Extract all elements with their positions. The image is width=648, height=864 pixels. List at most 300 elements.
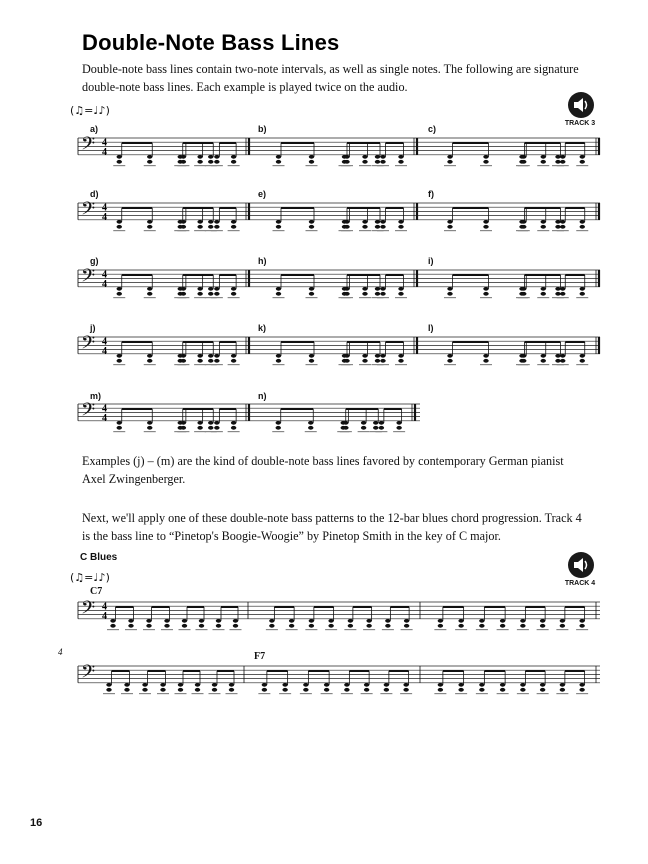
note-head [361,426,366,430]
note-head [398,292,403,296]
note-head [375,292,380,296]
note-head [324,683,329,687]
example-label-k: k) [258,323,267,333]
note-head [521,220,526,224]
note-head [447,359,452,363]
note-head [195,683,200,687]
note-head [216,624,221,628]
note-head [309,160,314,164]
example-label-b: b) [258,124,267,134]
pinetop-paragraph: Next, we'll apply one of these double-note bass patterns to the 12-bar blues chord progression. Track 4 is the bass line to “Pinetop's Boogie-Woogie” by Pinetop Smith in the key of C major. [82,511,582,543]
note-head [560,155,565,159]
note-head [579,688,584,692]
example-label-n: n) [258,391,267,401]
bar-number: 4 [58,647,63,657]
note-head [447,160,452,164]
bass-clef-icon: 𝄢 [81,399,96,425]
note-head [216,619,221,623]
note-head [309,225,314,229]
note-head [214,354,219,358]
note-head [110,619,115,623]
note-head [231,155,236,159]
note-head [276,220,281,224]
note-head [500,683,505,687]
track-3-label: TRACK 3 [564,120,596,127]
note-head [447,220,452,224]
bass-clef-icon: 𝄢 [81,265,96,291]
note-head [343,426,348,430]
note-head [282,683,287,687]
note-head [521,292,526,296]
note-head [233,619,238,623]
note-head [110,624,115,628]
note-head [231,426,236,430]
note-head [214,287,219,291]
time-signature: 4 [102,269,107,281]
note-head [541,359,546,363]
note-head [483,225,488,229]
note-head [182,624,187,628]
note-head [438,683,443,687]
note-head [362,160,367,164]
note-head [208,155,213,159]
note-head [182,619,187,623]
note-head [117,292,122,296]
note-head [181,292,186,296]
note-head [375,359,380,363]
track-4-label: TRACK 4 [564,580,596,587]
note-head [344,287,349,291]
example-label-h: h) [258,256,267,266]
example-label-i: i) [428,256,434,266]
note-head [214,225,219,229]
note-head [309,624,314,628]
note-head [380,359,385,363]
note-head [521,155,526,159]
note-head [404,624,409,628]
note-head [309,354,314,358]
note-head [384,683,389,687]
note-head [379,421,384,425]
note-head [396,426,401,430]
note-head [197,225,202,229]
note-head [214,160,219,164]
note-head [214,421,219,425]
note-head [560,160,565,164]
note-head [361,421,366,425]
note-head [231,354,236,358]
note-head [344,292,349,296]
note-head [147,220,152,224]
note-head [164,624,169,628]
note-head [555,292,560,296]
note-head [117,287,122,291]
note-head [328,624,333,628]
example-label-j: j) [90,323,96,333]
note-head [181,421,186,425]
note-head [483,292,488,296]
note-head [276,160,281,164]
note-head [229,688,234,692]
note-head [398,225,403,229]
note-head [438,688,443,692]
note-head [197,421,202,425]
note-head [385,619,390,623]
note-head [479,683,484,687]
note-head [106,683,111,687]
note-head [197,292,202,296]
note-head [181,220,186,224]
note-head [231,287,236,291]
note-head [303,683,308,687]
example-label-l: l) [428,323,434,333]
note-head [398,155,403,159]
note-head [117,225,122,229]
note-head [181,359,186,363]
note-head [447,287,452,291]
note-head [375,160,380,164]
note-head [181,426,186,430]
example-label-c: c) [428,124,437,134]
note-head [208,359,213,363]
note-head [289,624,294,628]
note-head [483,155,488,159]
note-head [197,160,202,164]
note-head [348,624,353,628]
bass-clef-icon: 𝄢 [81,661,96,687]
example-label-f: f) [428,189,434,199]
note-head [398,287,403,291]
note-head [521,225,526,229]
note-head [233,624,238,628]
bass-clef-icon: 𝄢 [81,332,96,358]
note-head [479,688,484,692]
note-head [521,354,526,358]
note-head [403,683,408,687]
note-head [214,426,219,430]
note-head [214,220,219,224]
note-head [344,220,349,224]
note-head [555,354,560,358]
note-head [447,155,452,159]
note-head [309,220,314,224]
note-head [447,292,452,296]
note-head [147,155,152,159]
note-head [229,683,234,687]
note-head [197,155,202,159]
note-head [560,220,565,224]
note-head [208,426,213,430]
note-head [362,359,367,363]
page-title: Double-Note Bass Lines [82,30,340,55]
note-head [181,287,186,291]
note-head [343,421,348,425]
note-head [282,688,287,692]
note-head [197,287,202,291]
note-head [579,619,584,623]
note-head [362,220,367,224]
note-head [117,160,122,164]
note-head [362,354,367,358]
note-head [541,225,546,229]
note-head [520,683,525,687]
note-head [404,619,409,623]
note-head [208,292,213,296]
time-signature: 4 [102,278,107,290]
note-head [208,160,213,164]
note-head [520,688,525,692]
note-head [521,359,526,363]
note-head [579,683,584,687]
note-head [555,287,560,291]
note-head [303,688,308,692]
note-head [403,688,408,692]
note-head [385,624,390,628]
time-signature: 4 [102,403,107,415]
note-head [373,421,378,425]
note-head [580,155,585,159]
note-head [195,688,200,692]
note-head [483,354,488,358]
note-head [500,619,505,623]
note-head [380,155,385,159]
note-head [364,683,369,687]
note-head [458,619,463,623]
zwingenberger-note: Examples (j) – (m) are the kind of double-note bass lines favored by contemporary German pianist Axel Zwingenberger. [82,454,564,486]
note-head [147,421,152,425]
note-head [555,225,560,229]
note-head [164,619,169,623]
note-head [117,359,122,363]
note-head [560,619,565,623]
note-head [181,160,186,164]
note-head [269,624,274,628]
note-head [147,359,152,363]
note-head [197,354,202,358]
note-head [146,624,151,628]
note-head [375,287,380,291]
note-head [309,292,314,296]
note-head [309,359,314,363]
note-head [181,225,186,229]
note-head [231,160,236,164]
note-head [117,155,122,159]
note-head [458,624,463,628]
note-head [580,292,585,296]
note-head [231,225,236,229]
note-head [380,220,385,224]
note-head [178,688,183,692]
note-head [309,287,314,291]
note-head [380,354,385,358]
note-head [147,225,152,229]
note-head [160,688,165,692]
note-head [142,688,147,692]
note-head [375,225,380,229]
note-head [580,354,585,358]
note-head [479,624,484,628]
note-head [276,359,281,363]
note-head [483,287,488,291]
note-head [309,619,314,623]
note-head [344,225,349,229]
note-head [146,619,151,623]
time-signature: 4 [102,412,107,424]
note-head [362,155,367,159]
note-head [396,421,401,425]
note-head [308,421,313,425]
note-head [276,292,281,296]
note-head [214,155,219,159]
note-head [362,287,367,291]
note-head [344,359,349,363]
note-head [375,220,380,224]
note-head [181,155,186,159]
example-label-d: d) [90,189,99,199]
note-head [276,287,281,291]
note-head [438,619,443,623]
note-head [276,426,281,430]
note-head [214,292,219,296]
note-head [348,619,353,623]
note-head [199,619,204,623]
note-head [447,225,452,229]
note-head [580,160,585,164]
note-head [208,354,213,358]
bass-clef-icon: 𝄢 [81,198,96,224]
note-head [458,683,463,687]
note-head [117,426,122,430]
note-head [117,421,122,425]
note-head [344,683,349,687]
note-head [560,292,565,296]
note-head [500,688,505,692]
note-head [379,426,384,430]
time-signature: 4 [102,336,107,348]
intro-paragraph: Double-note bass lines contain two-note intervals, as well as single notes. The following are signature double-note bass lines. Each example is played twice on the audio. [82,62,579,94]
note-head [269,619,274,623]
note-head [520,619,525,623]
note-head [124,688,129,692]
note-head [580,225,585,229]
note-head [231,359,236,363]
note-head [398,359,403,363]
note-head [308,426,313,430]
note-head [540,683,545,687]
note-head [541,220,546,224]
note-head [560,225,565,229]
note-head [212,688,217,692]
note-head [438,624,443,628]
note-head [324,688,329,692]
note-head [380,292,385,296]
note-head [555,359,560,363]
time-signature: 4 [102,211,107,223]
note-head [276,225,281,229]
note-head [579,624,584,628]
note-head [541,287,546,291]
bass-clef-icon: 𝄢 [81,597,96,623]
note-head [541,354,546,358]
note-head [398,220,403,224]
note-head [380,287,385,291]
note-head [447,354,452,358]
note-head [483,359,488,363]
note-head [560,624,565,628]
note-head [344,354,349,358]
note-head [540,619,545,623]
note-head [117,220,122,224]
note-head [147,354,152,358]
note-head [560,287,565,291]
note-head [560,683,565,687]
page-number: 16 [30,817,43,829]
note-head [384,688,389,692]
note-head [479,619,484,623]
note-head [231,220,236,224]
note-head [208,287,213,291]
note-head [362,292,367,296]
note-head [398,160,403,164]
note-head [124,683,129,687]
note-head [555,160,560,164]
note-head [560,688,565,692]
time-signature: 4 [102,146,107,158]
note-head [276,421,281,425]
note-head [540,624,545,628]
note-head [147,426,152,430]
note-head [328,619,333,623]
note-head [540,688,545,692]
bass-clef-icon: 𝄢 [81,133,96,159]
note-head [560,354,565,358]
note-head [375,155,380,159]
time-signature: 4 [102,345,107,357]
note-head [262,688,267,692]
note-head [309,155,314,159]
note-head [142,683,147,687]
example-label-m: m) [90,391,101,401]
note-head [197,426,202,430]
note-head [373,426,378,430]
note-head [380,160,385,164]
swing-marking: (♫=♩♪) [70,104,110,117]
note-head [541,155,546,159]
note-head [500,624,505,628]
swing-marking-2: (♫=♩♪) [70,571,110,584]
time-signature: 4 [102,601,107,613]
note-head [560,359,565,363]
note-head [580,220,585,224]
example-label-e: e) [258,189,267,199]
note-head [521,287,526,291]
note-head [147,160,152,164]
note-head [212,683,217,687]
note-head [208,225,213,229]
note-head [231,421,236,425]
note-head [344,688,349,692]
note-head [276,354,281,358]
note-head [276,155,281,159]
note-head [366,624,371,628]
note-head [160,683,165,687]
note-head [580,287,585,291]
note-head [208,220,213,224]
note-head [458,688,463,692]
time-signature: 4 [102,202,107,214]
note-head [178,683,183,687]
note-head [520,624,525,628]
